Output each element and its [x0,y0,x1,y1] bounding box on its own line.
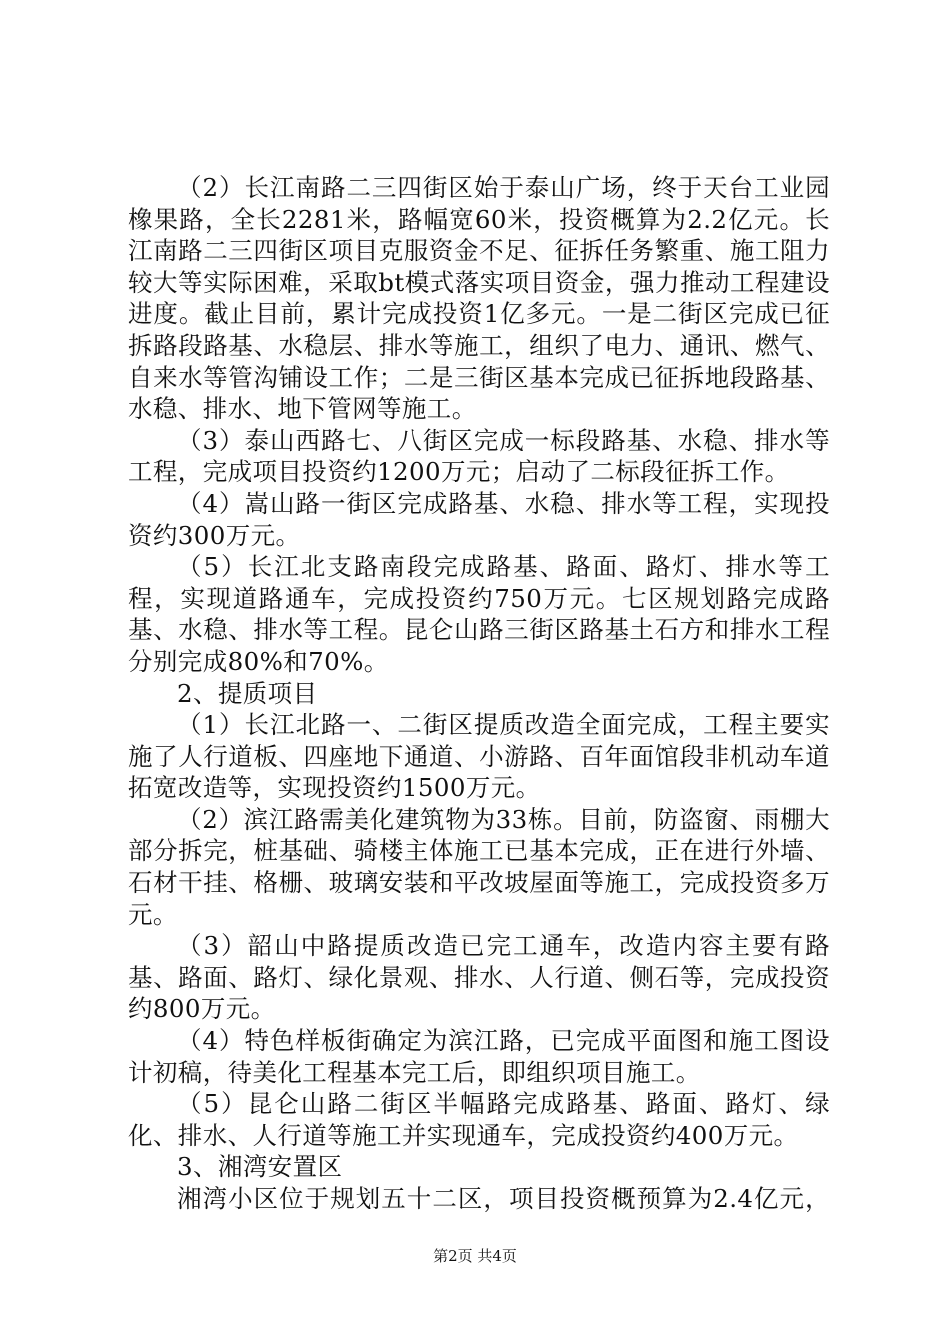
paragraph-feature-street: （4）特色样板街确定为滨江路，已完成平面图和施工图设计初稿，待美化工程基本完工后，即组织项目施工。 [128,1026,830,1087]
paragraph-shaoshan-middle-road: （3）韶山中路提质改造已完工通车，改造内容主要有路基、路面、路灯、绿化景观、排水、人行道、侧石等，完成投资约800万元。 [128,931,830,1024]
paragraph-changjiang-north-branch: （5）长江北支路南段完成路基、路面、路灯、排水等工程，实现道路通车，完成投资约750万元。七区规划路完成路基、水稳、排水等工程。昆仑山路三街区路基土石方和排水工程分别完成80%和70%。 [128,552,830,676]
paragraph-xiangwan-community: 湘湾小区位于规划五十二区，项目投资概预算为2.4亿元， [177,1184,830,1213]
section-heading-xiangwan-resettlement: 3、湘湾安置区 [177,1152,343,1182]
page-footer: 第2页 共4页 [433,1247,517,1265]
paragraph-kunlunshan-road: （5）昆仑山路二街区半幅路完成路基、路面、路灯、绿化、排水、人行道等施工并实现通车，完成投资约400万元。 [128,1089,830,1150]
paragraph-songshan-road: （4）嵩山路一街区完成路基、水稳、排水等工程，实现投资约300万元。 [128,488,830,550]
paragraph-binjiang-road: （2）滨江路需美化建筑物为33栋。目前，防盗窗、雨棚大部分拆完，桩基础、骑楼主体施工已基本完成，正在进行外墙、石材干挂、格栅、玻璃安装和平改坡屋面等施工，完成投资多万元。 [128,804,830,929]
paragraph-changjiang-north-road: （1）长江北路一、二街区提质改造全面完成，工程主要实施了人行道板、四座地下通道、小游路、百年面馆段非机动车道拓宽改造等，实现投资约1500万元。 [128,710,830,803]
paragraph-changjiang-south-road: （2）长江南路二三四街区始于泰山广场，终于天台工业园橡果路，全长2281米，路幅宽60米，投资概算为2.2亿元。长江南路二三四街区项目克服资金不足、征拆任务繁重、施工阻力较大等实际困难，采取bt模式落实项目资金，强力推动工程建设进度。截止目前，累计完成投资1亿多元。一是二街区完成已征拆路段路基、水稳层、排水等施工，组织了电力、通讯、燃气、自来水等管沟铺设工作；二是三街区基本完成已征拆地段路基、水稳、排水、地下管网等施工。 [128,173,830,424]
section-heading-quality-projects: 2、提质项目 [177,678,318,708]
document-body [128,172,830,1215]
paragraph-taishan-west-road: （3）泰山西路七、八街区完成一标段路基、水稳、排水等工程，完成项目投资约1200万元；启动了二标段征拆工作。 [128,425,830,487]
